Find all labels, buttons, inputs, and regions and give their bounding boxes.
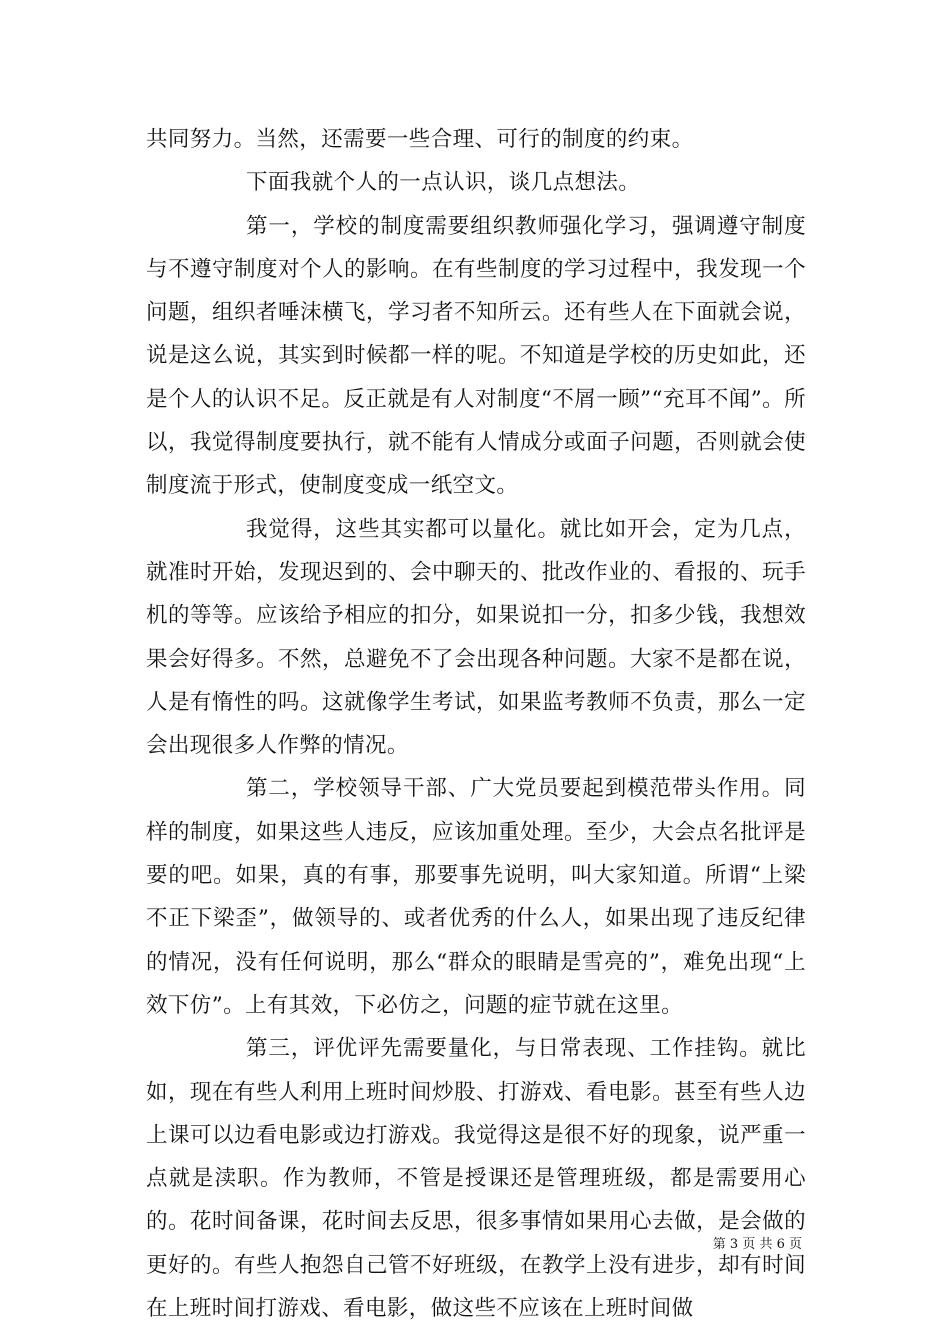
paragraph-5: 第二，学校领导干部、广大党员要起到模范带头作用。同样的制度，如果这些人违反，应该加重处理。至少，大会点名批评是要的吧。如果，真的有事，那要事先说明，叫大家知道。所谓“上梁不正下梁歪”，做领导的、或者优秀的什么人，如果出现了违反纪律的情况，没有任何说明，那么“群众的眼睛是雪亮的”，难免出现“上效下仿”。上有其效，下必仿之，问题的症节就在这里。: [146, 776, 806, 1018]
paragraph-1: 共同努力。当然，还需要一些合理、可行的制度的约束。: [146, 127, 694, 152]
paragraph-2: 下面我就个人的一点认识，谈几点想法。: [246, 170, 641, 196]
paragraph-4: 我觉得，这些其实都可以量化。就比如开会，定为几点，就准时开始，发现迟到的、会中聊天的、批改作业的、看报的、玩手机的等等。应该给予相应的扣分，如果说扣一分，扣多少钱，我想效果会好得多。不然，总避免不了会出现各种问题。大家不是都在说，人是有惰性的吗。这就像学生考试，如果监考教师不负责，那么一定会出现很多人作弊的情况。: [146, 516, 806, 759]
paragraph-3: 第一，学校的制度需要组织教师强化学习，强调遵守制度与不遵守制度对个人的影响。在有些制度的学习过程中，我发现一个问题，组织者唾沫横飞，学习者不知所云。还有些人在下面就会说，说是这么说，其实到时候都一样的呢。不知道是学校的历史如此，还是个人的认识不足。反正就是有人对制度“不屑一顾”“充耳不闻”。所以，我觉得制度要执行，就不能有人情成分或面子问题，否则就会使制度流于形式，使制度变成一纸空文。: [146, 213, 806, 499]
paragraph-6: 第三，评优评先需要量化，与日常表现、工作挂钩。就比如，现在有些人利用上班时间炒股、打游戏、看电影。甚至有些人边上课可以边看电影或边打游戏。我觉得这是很不好的现象，说严重一点就是渎职。作为教师，不管是授课还是管理班级，都是需要用心的。花时间备课，花时间去反思，很多事情如果用心去做，是会做的更好的。有些人抱怨自己管不好班级，在教学上没有进步，却有时间在上班时间打游戏、看电影，做这些不应该在上班时间做: [146, 1036, 806, 1322]
document-body: [146, 118, 806, 1330]
page-number-footer: 第 3 页 共 6 页: [712, 1237, 802, 1252]
